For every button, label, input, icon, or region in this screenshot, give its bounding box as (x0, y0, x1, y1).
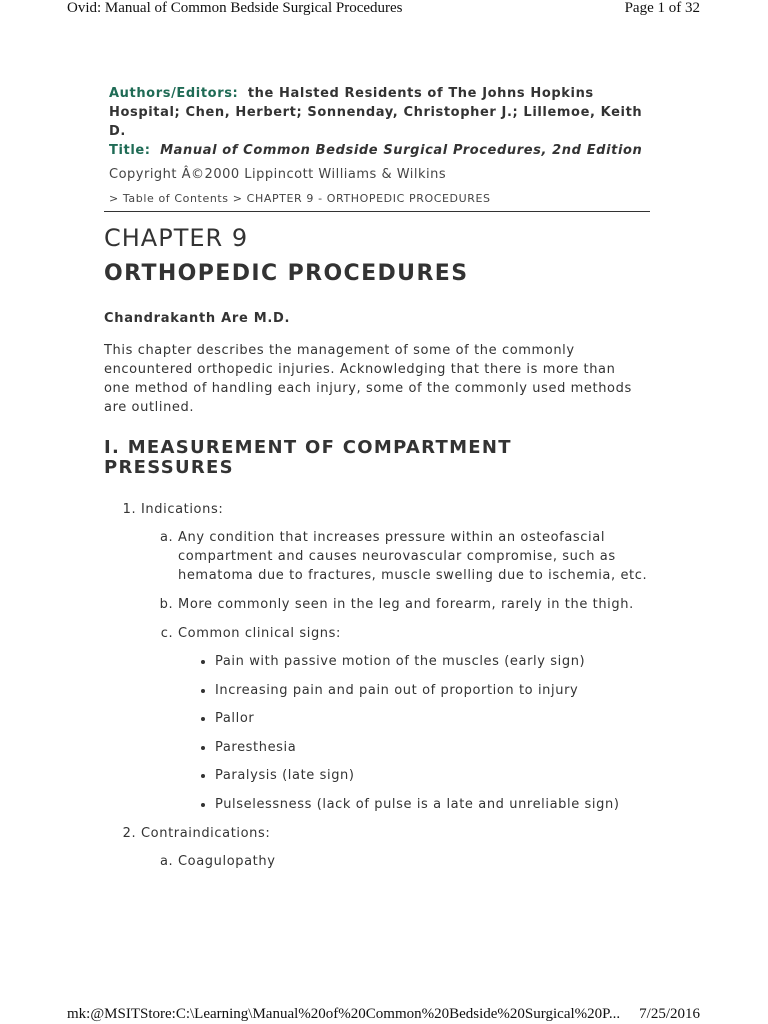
chapter-title: ORTHOPEDIC PROCEDURES (104, 261, 469, 286)
list-item-text: Coagulopathy (178, 853, 276, 869)
print-footer-url: mk:@MSITStore:C:\Learning\Manual%20of%20Common%20Bedside%20Surgical%20P... (67, 1006, 621, 1022)
clinical-signs-list (178, 652, 650, 814)
authors-value: the Halsted Residents of The Johns Hopkins Hospital; Chen, Herbert; Sonnenday, Christopher J.; Lillemoe, Keith D. (109, 86, 643, 139)
list-item (178, 528, 650, 585)
bullet-item-text: Paralysis (late sign) (215, 768, 355, 783)
bullet-item (215, 652, 650, 671)
section-outline (104, 500, 650, 871)
bullet-item (215, 738, 650, 757)
outline-item-contraindications (141, 824, 650, 871)
breadcrumb-separator: > (109, 192, 123, 205)
document-content (104, 84, 650, 881)
print-footer-date: 7/25/2016 (639, 1006, 700, 1022)
list-item (178, 595, 650, 614)
title-label: Title: (109, 143, 151, 158)
print-header-page-number: Page 1 of 32 (624, 0, 700, 16)
horizontal-divider (104, 211, 650, 212)
bullet-item-text: Pallor (215, 711, 255, 726)
chapter-intro-paragraph: This chapter describes the management of some of the commonly encountered orthopedic injuries. Acknowledging that there is more than one method of handling each injury, some of the commonly used methods are outlined. (104, 343, 632, 415)
list-item-text: Common clinical signs: (178, 626, 341, 641)
book-title: Manual of Common Bedside Surgical Procedures, 2nd Edition (160, 143, 643, 158)
breadcrumb-current-chapter: CHAPTER 9 - ORTHOPEDIC PROCEDURES (246, 192, 491, 205)
breadcrumb (104, 192, 650, 205)
list-item-text: Any condition that increases pressure within an osteofascial compartment and causes neurovascular compromise, such as hematoma due to fractures, muscle swelling due to ischemia, etc. (178, 530, 648, 583)
copyright-notice: Copyright Â©2000 Lippincott Williams & Wilkins (109, 167, 447, 182)
bullet-item-text: Pain with passive motion of the muscles (early sign) (215, 654, 586, 669)
bullet-item (215, 766, 650, 785)
list-item (178, 624, 650, 814)
list-item-text: More commonly seen in the leg and forearm, rarely in the thigh. (178, 597, 634, 612)
authors-label: Authors/Editors: (109, 86, 239, 101)
breadcrumb-separator: > (228, 192, 247, 205)
chapter-number: CHAPTER 9 (104, 224, 249, 252)
outline-item-label: Contraindications: (141, 825, 271, 841)
bibliographic-info (104, 84, 650, 160)
bullet-item (215, 681, 650, 700)
list-item (178, 852, 650, 871)
outline-item-label: Indications: (141, 502, 224, 517)
outline-item-indications (141, 500, 650, 814)
indications-sublist (141, 528, 650, 814)
print-header-title: Ovid: Manual of Common Bedside Surgical Procedures (67, 0, 403, 16)
chapter-author: Chandrakanth Are M.D. (104, 311, 291, 326)
bullet-item-text: Increasing pain and pain out of proportion to injury (215, 682, 579, 698)
breadcrumb-table-of-contents-link[interactable]: Table of Contents (122, 192, 229, 205)
section-heading: I. MEASUREMENT OF COMPARTMENT PRESSURES (104, 437, 512, 478)
bullet-item (215, 795, 650, 814)
bullet-item-text: Paresthesia (215, 739, 297, 755)
contraindications-sublist (141, 852, 650, 871)
bullet-item-text: Pulselessness (lack of pulse is a late and unreliable sign) (215, 796, 620, 812)
bullet-item (215, 709, 650, 728)
